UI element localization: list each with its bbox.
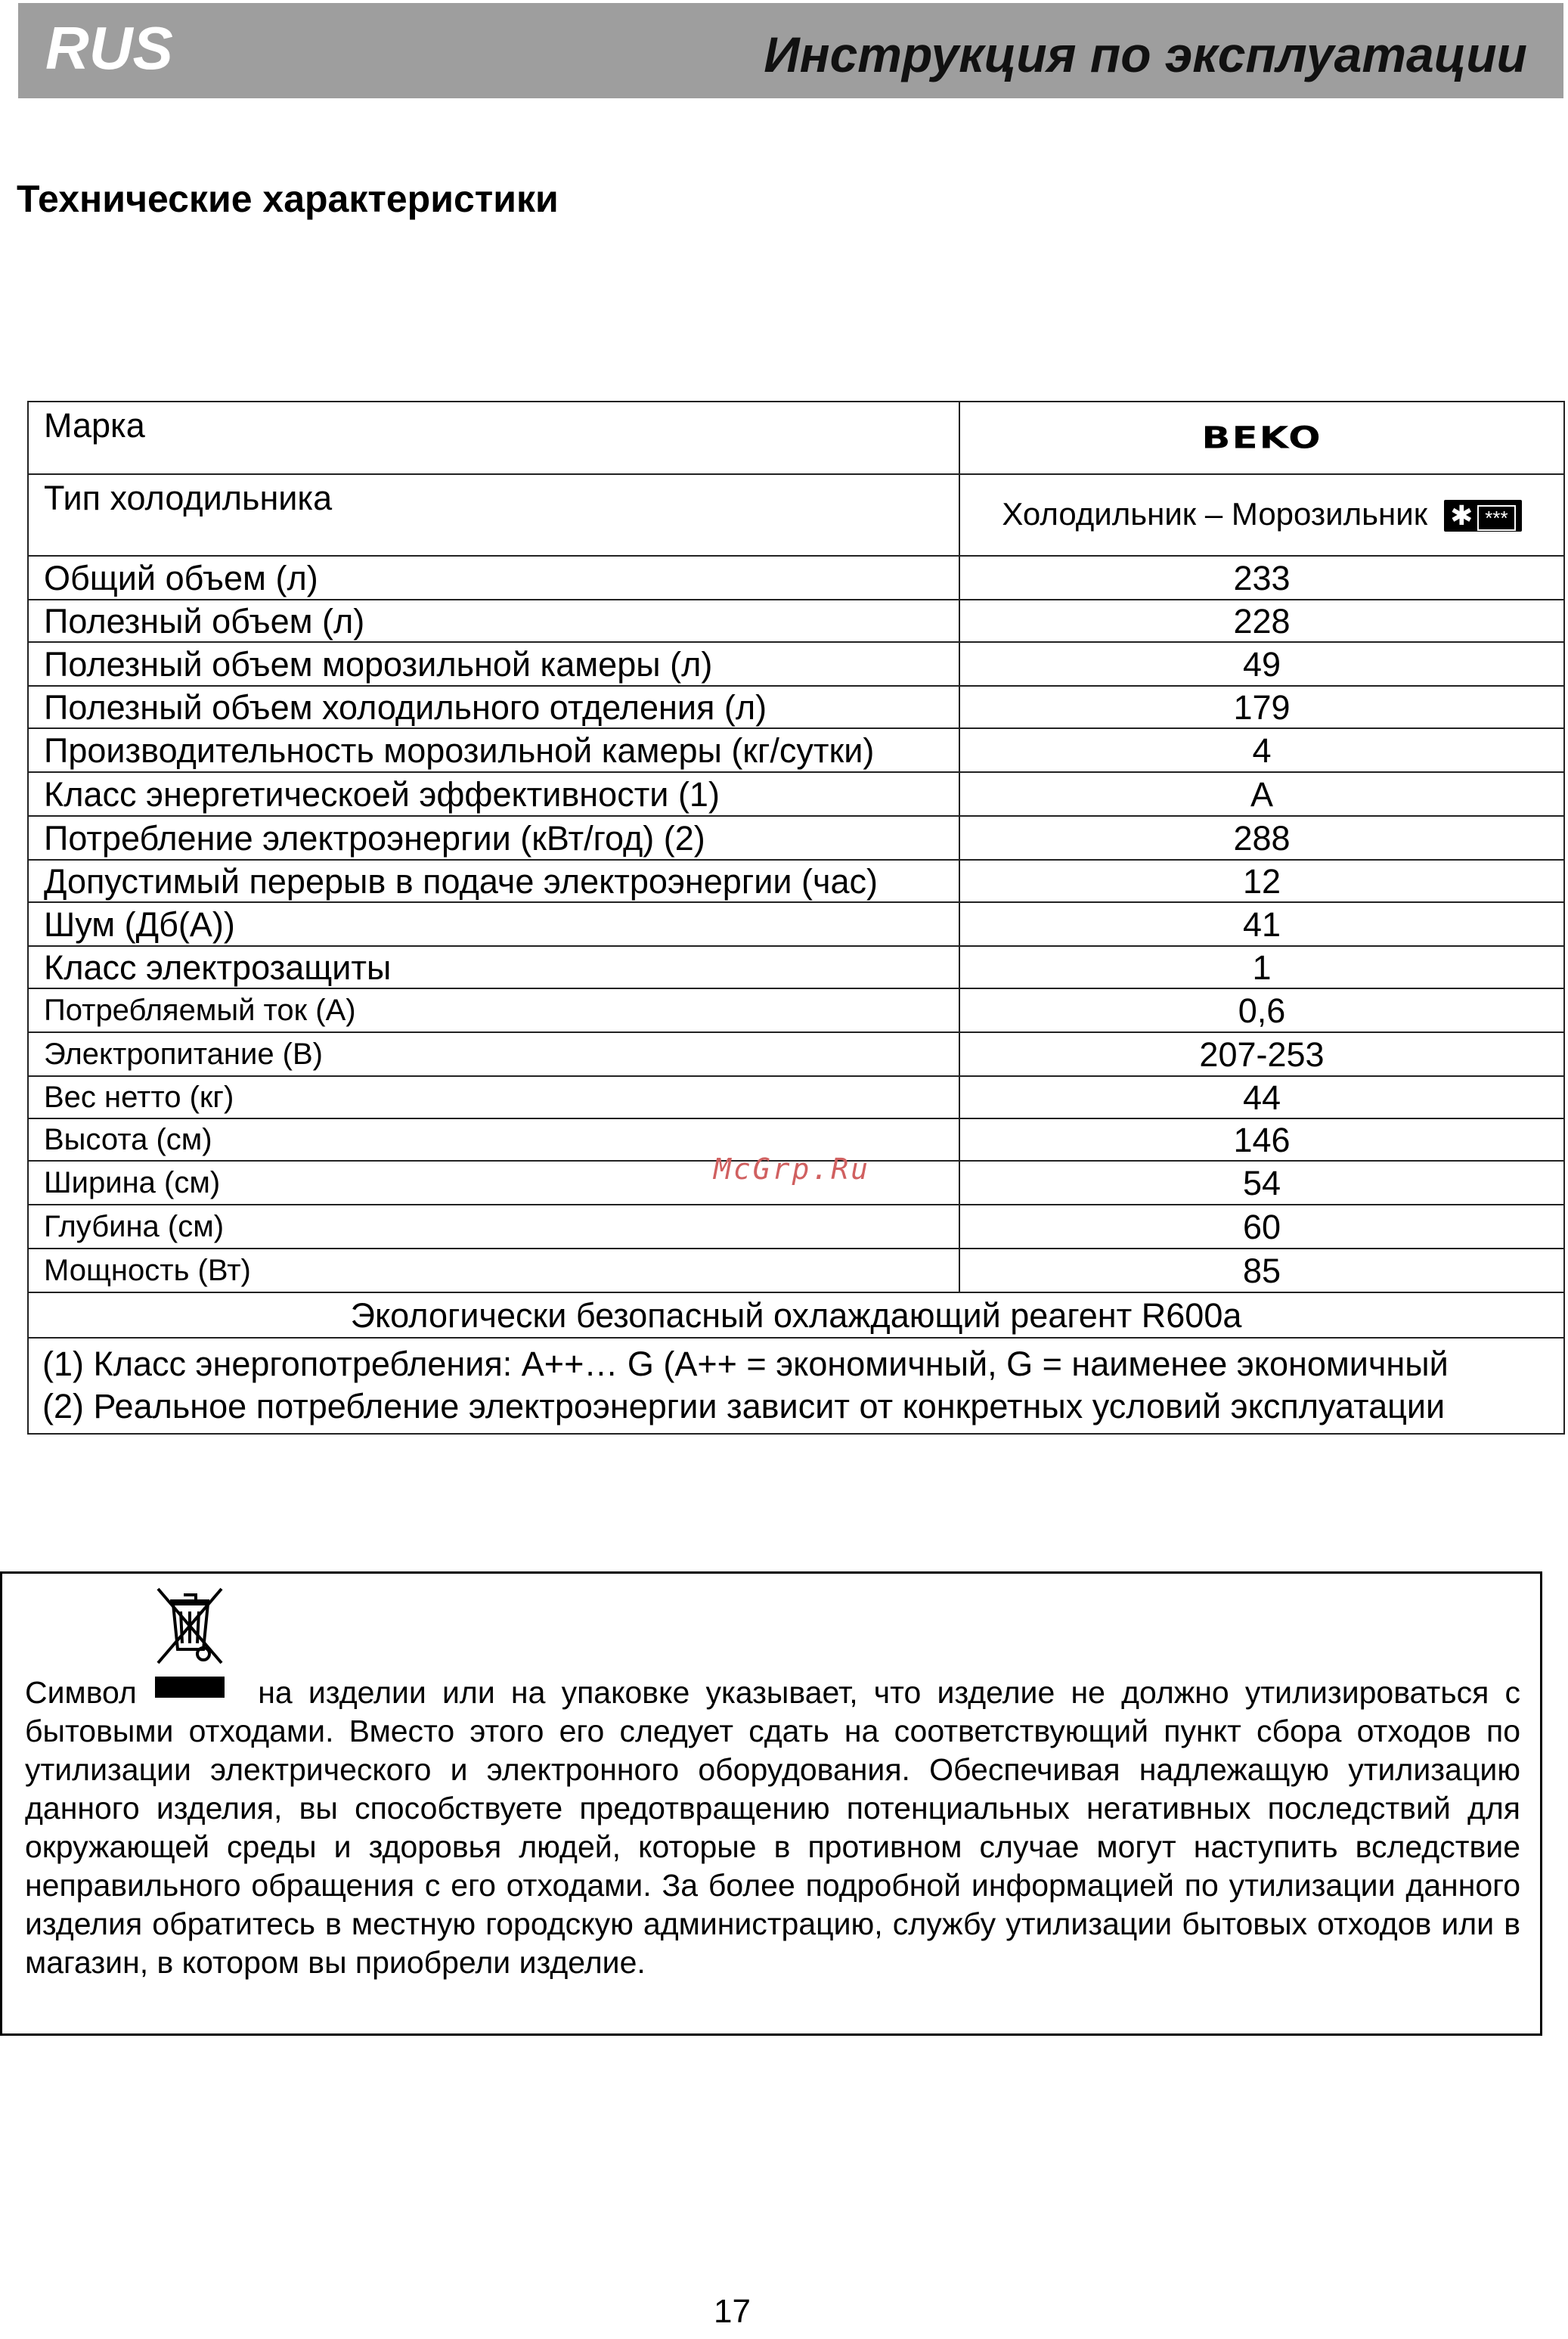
crossed-out-wheelie-bin-icon: [153, 1584, 226, 1667]
spec-value: [959, 474, 1564, 556]
table-row-type: [28, 474, 1564, 556]
table-row: [28, 816, 1564, 860]
disposal-text-body: на изделии или на упаковке указывает, что изделие не должно утилизироваться с бытовыми отходами. Вместо этого его следует сдать на соответствующий пункт сбора отходов по утилизации электрического и электронного оборудования. Обеспечивая надлежащую утилизацию данного изделия, вы способствуете предотвращению потенциальных негативных последствий для окружающей среды и здоровья людей, которые в противном случае могут наступить вследствие неправильного обращения с его отходами. За более подробной информацией по утилизации данного изделия обратитесь в местную городскую администрацию, службу утилизации бытовых отходов или в магазин, в котором вы приобрели изделие.: [25, 1675, 1520, 1980]
spec-label: Класс энергетическоей эффективности (1): [28, 772, 959, 816]
spec-value: A: [959, 772, 1564, 816]
disposal-notice: [0, 1571, 1542, 2036]
footnote: (1) Класс энергопотребления: A++… G (A++ = экономичный, G = наименее экономичный: [42, 1345, 1449, 1383]
footnote: (2) Реальное потребление электроэнергии зависит от конкретных условий эксплуатации: [42, 1387, 1446, 1426]
table-row: [28, 1076, 1564, 1118]
spec-label: Класс электрозащиты: [28, 946, 959, 988]
table-row: [28, 642, 1564, 686]
table-row-footnotes: [28, 1338, 1564, 1434]
spec-label: Полезный объем холодильного отделения (л): [28, 686, 959, 728]
specs-table: [27, 401, 1565, 1435]
table-row: [28, 1205, 1564, 1249]
spec-value: 0,6: [959, 988, 1564, 1032]
spec-label: Мощность (Вт): [28, 1249, 959, 1292]
spec-value: 85: [959, 1249, 1564, 1292]
spec-value: 207-253: [959, 1032, 1564, 1076]
disposal-text-start: Символ: [25, 1675, 137, 1710]
spec-value: 179: [959, 686, 1564, 728]
footnotes: [28, 1338, 1564, 1434]
table-row: [28, 946, 1564, 988]
table-row-refrigerant: [28, 1292, 1564, 1338]
spec-label: Потребление электроэнергии (кВт/год) (2): [28, 816, 959, 860]
spec-label: Потребляемый ток (А): [28, 988, 959, 1032]
spec-label: Электропитание (В): [28, 1032, 959, 1076]
page-header: [18, 3, 1563, 98]
spec-value: 54: [959, 1161, 1564, 1205]
table-row: [28, 772, 1564, 816]
star-rating-stars: ***: [1477, 505, 1515, 531]
fridge-type-text: Холодильник – Морозильник: [1002, 495, 1428, 532]
spec-value: 4: [959, 728, 1564, 772]
spec-label: Высота (см): [28, 1118, 959, 1161]
spec-value: 44: [959, 1076, 1564, 1118]
table-row: [28, 556, 1564, 600]
table-row: [28, 1032, 1564, 1076]
spec-value: 41: [959, 902, 1564, 946]
table-row: [28, 728, 1564, 772]
table-row: [28, 902, 1564, 946]
spec-label: Вес нетто (кг): [28, 1076, 959, 1118]
table-row: [28, 686, 1564, 728]
table-row: [28, 988, 1564, 1032]
spec-value: 228: [959, 600, 1564, 642]
spec-label: Допустимый перерыв в подаче электроэнергии (час): [28, 860, 959, 902]
spec-label: Полезный объем (л): [28, 600, 959, 642]
spec-label: Производительность морозильной камеры (кг/сутки): [28, 728, 959, 772]
table-row: [28, 600, 1564, 642]
header-title: Инструкция по эксплуатации: [764, 26, 1527, 82]
spec-label: Полезный объем морозильной камеры (л): [28, 642, 959, 686]
spec-value: 288: [959, 816, 1564, 860]
spec-value: 146: [959, 1118, 1564, 1161]
spec-label: Общий объем (л): [28, 556, 959, 600]
disposal-text: [25, 1674, 1520, 1982]
spec-value: 12: [959, 860, 1564, 902]
freezer-star-rating-icon: ✱ ***: [1444, 500, 1522, 532]
spec-label: Марка: [28, 402, 959, 474]
spec-label: Глубина (см): [28, 1205, 959, 1249]
spec-label: Ширина (см): [28, 1161, 959, 1205]
spec-label: Тип холодильника: [28, 474, 959, 556]
spec-value: 1: [959, 946, 1564, 988]
spec-value: 49: [959, 642, 1564, 686]
spec-label: Шум (Дб(А)): [28, 902, 959, 946]
section-title: Технические характеристики: [17, 178, 559, 220]
language-code: RUS: [45, 14, 173, 82]
refrigerant-note: Экологически безопасный охлаждающий реагент R600a: [28, 1292, 1564, 1338]
spec-value: 233: [959, 556, 1564, 600]
page-number: 17: [714, 2293, 751, 2330]
table-row: [28, 1249, 1564, 1292]
watermark: McGrp.Ru: [714, 1152, 871, 1186]
brand-logo: [959, 402, 1564, 474]
spec-value: 60: [959, 1205, 1564, 1249]
brand-logo-text: BEKO: [1201, 420, 1322, 456]
table-row-brand: [28, 402, 1564, 474]
table-row: [28, 860, 1564, 902]
